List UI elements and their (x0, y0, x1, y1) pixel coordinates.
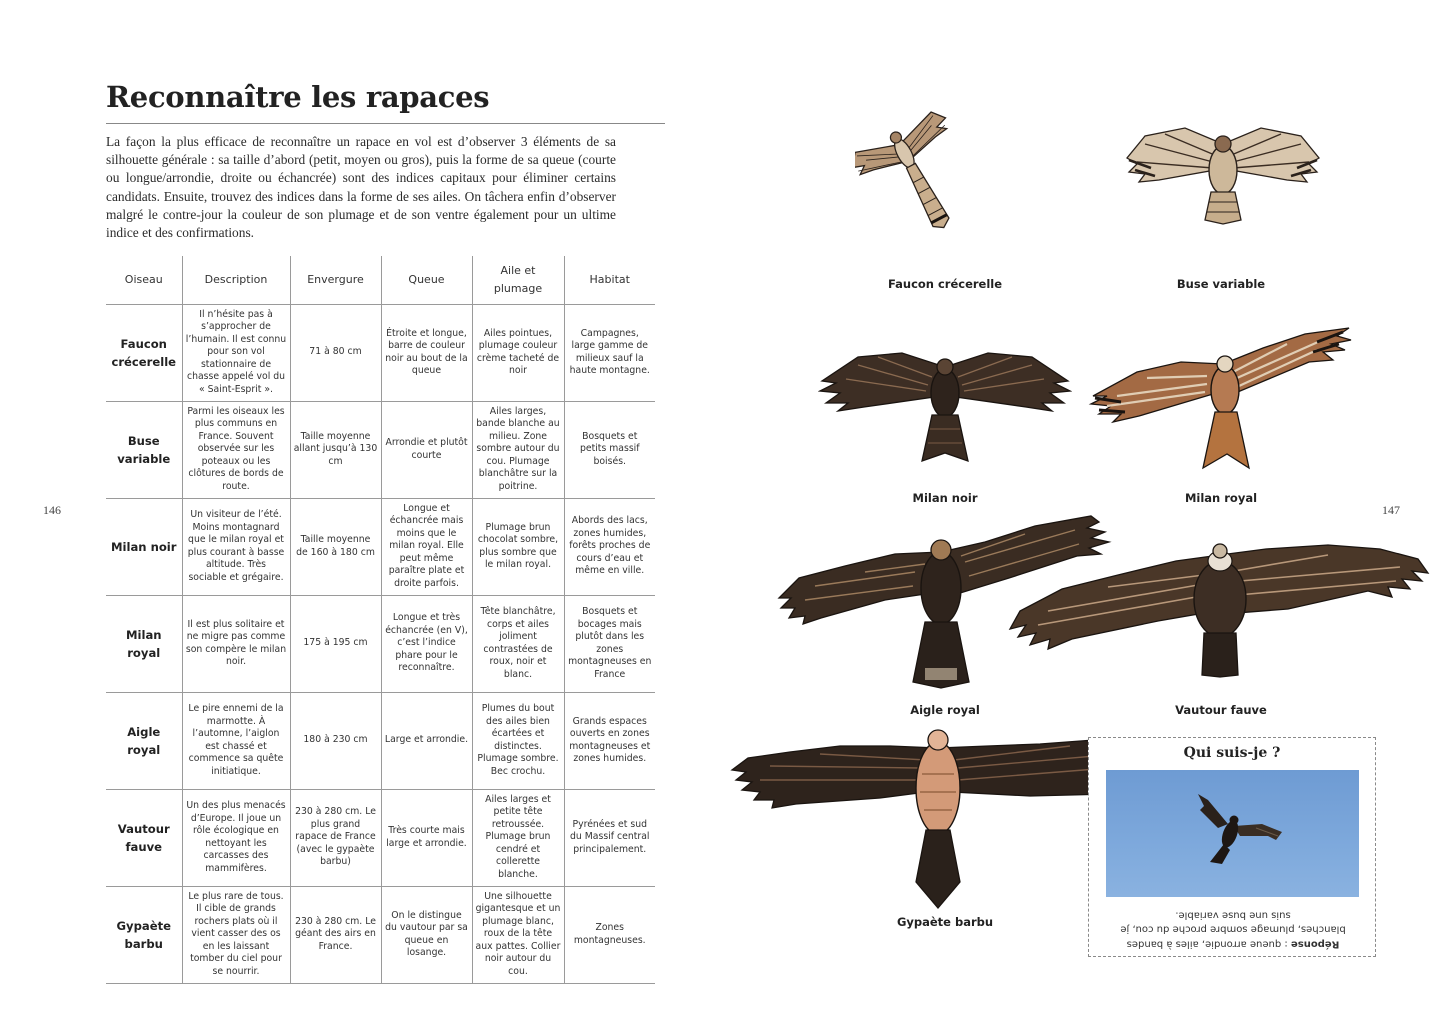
cell-habitat: Bosquets et bocages mais plutôt dans les zones montagneuses en France (564, 595, 655, 692)
cell-aile-plumage: Tête blanchâtre, corps et ailes joliment contrastées de roux, noir et blanc. (472, 595, 564, 692)
intro-paragraph: La façon la plus efficace de reconnaître un rapace en vol est d’observer 3 éléments de sa silhouette générale : sa taille d’abord (petit, moyen ou gros), puis la forme de sa queue (courte ou longue/arrondie, droite ou échancrée) sont des indices capitaux pour éliminer certains candidats. Ensuite, trouvez des indices dans la forme de ses ailes. On tâchera enfin d’observer malgré le contre-jour la couleur de son plumage et de son ventre également pour un ultime indice et des confirmations. (106, 134, 616, 241)
cell-habitat: Grands espaces ouverts en zones montagneuses et zones humides. (564, 692, 655, 789)
cell-habitat: Pyrénées et sud du Massif central principalement. (564, 789, 655, 886)
cell-bird: Milan noir (106, 498, 182, 595)
table-row (106, 498, 655, 595)
cell-queue: Longue et très échancrée (en V), c’est l’indice phare pour le reconnaître. (381, 595, 472, 692)
cell-envergure: 71 à 80 cm (290, 304, 381, 401)
cell-aile-plumage: Ailes larges, bande blanche au milieu. Zone sombre autour du cou. Plumage blanchâtre sur la poitrine. (472, 401, 564, 498)
header-description: Description (182, 256, 290, 304)
cell-description: Le pire ennemi de la marmotte. À l’automne, l’aiglon est chassé et commence sa quête initiatique. (182, 692, 290, 789)
milan-noir-illustration (818, 345, 1072, 467)
right-page-number: 147 (1382, 503, 1400, 517)
quiz-photo (1106, 770, 1359, 897)
label-vautour-fauve: Vautour fauve (1175, 703, 1267, 717)
header-queue: Queue (381, 256, 472, 304)
table-row (106, 304, 655, 401)
cell-queue: Très courte mais large et arrondie. (381, 789, 472, 886)
cell-envergure: Taille moyenne de 160 à 180 cm (290, 498, 381, 595)
cell-bird: Milan royal (106, 595, 182, 692)
table-row (106, 692, 655, 789)
cell-bird: Gypaète barbu (106, 886, 182, 983)
cell-queue: On le distingue du vautour par sa queue en losange. (381, 886, 472, 983)
milan-royal-illustration (1087, 322, 1353, 472)
header-aile-plumage: Aile et plumage (472, 256, 564, 304)
cell-aile-plumage: Plumage brun chocolat sombre, plus sombre que le milan royal. (472, 498, 564, 595)
faucon-crecerelle-illustration (855, 80, 965, 248)
cell-aile-plumage: Ailes pointues, plumage couleur crème tacheté de noir (472, 304, 564, 401)
quiz-title: Qui suis-je ? (1183, 745, 1281, 761)
header-habitat: Habitat (564, 256, 655, 304)
buse-variable-illustration (1125, 118, 1321, 226)
quiz-answer-text: : queue arrondie, ailes à bandes blanches, plumage sombre proche du cou, je suis une buse variable. (1120, 909, 1346, 950)
cell-description: Parmi les oiseaux les plus communs en France. Souvent observée sur les poteaux ou les clôtures de bords de route. (182, 401, 290, 498)
label-faucon-crecerelle: Faucon crécerelle (887, 277, 1003, 291)
header-envergure: Envergure (290, 256, 381, 304)
header-oiseau: Oiseau (106, 256, 182, 304)
label-aigle-royal: Aigle royal (910, 703, 980, 717)
label-buse-variable: Buse variable (1176, 277, 1266, 291)
cell-queue: Longue et échancrée mais moins que le milan royal. Elle peut même paraître plate et droite parfois. (381, 498, 472, 595)
cell-envergure: 230 à 280 cm. Le géant des airs en France. (290, 886, 381, 983)
cell-queue: Large et arrondie. (381, 692, 472, 789)
cell-queue: Étroite et longue, barre de couleur noir au bout de la queue (381, 304, 472, 401)
cell-envergure: 180 à 230 cm (290, 692, 381, 789)
cell-envergure: Taille moyenne allant jusqu’à 130 cm (290, 401, 381, 498)
cell-bird: Aigle royal (106, 692, 182, 789)
title-rule (106, 123, 665, 124)
cell-description: Il n’hésite pas à s’approcher de l’humain. Il est connu pour son vol stationnaire de chasse appelé vol du « Saint-Esprit ». (182, 304, 290, 401)
cell-habitat: Zones montagneuses. (564, 886, 655, 983)
cell-description: Un des plus menacés d’Europe. Il joue un rôle écologique en nettoyant les carcasses des mammifères. (182, 789, 290, 886)
table-row (106, 401, 655, 498)
label-milan-royal: Milan royal (1184, 491, 1258, 505)
label-milan-noir: Milan noir (912, 491, 978, 505)
cell-habitat: Bosquets et petits massif boisés. (564, 401, 655, 498)
cell-envergure: 230 à 280 cm. Le plus grand rapace de France (avec le gypaète barbu) (290, 789, 381, 886)
cell-description: Il est plus solitaire et ne migre pas comme son compère le milan noir. (182, 595, 290, 692)
cell-aile-plumage: Ailes larges et petite tête retroussée. Plumage brun cendré et collerette blanche. (472, 789, 564, 886)
quiz-bird-photo (1106, 770, 1359, 897)
cell-aile-plumage: Une silhouette gigantesque et un plumage blanc, roux de la tête aux pattes. Collier noir autour du cou. (472, 886, 564, 983)
cell-envergure: 175 à 195 cm (290, 595, 381, 692)
cell-habitat: Abords des lacs, zones humides, forêts proches de cours d’eau et même en ville. (564, 498, 655, 595)
quiz-answer-label: Réponse (1290, 938, 1340, 950)
page-title: Reconnaître les rapaces (106, 80, 490, 114)
quiz-answer (1117, 907, 1349, 951)
table-header-row (106, 256, 655, 304)
label-gypaete-barbu: Gypaète barbu (896, 915, 994, 929)
cell-queue: Arrondie et plutôt courte (381, 401, 472, 498)
quiz-box (1088, 737, 1376, 957)
vautour-fauve-illustration (1008, 525, 1432, 679)
table-row (106, 595, 655, 692)
raptor-table (106, 256, 655, 984)
cell-bird: Buse variable (106, 401, 182, 498)
cell-bird: Faucon crécerelle (106, 304, 182, 401)
cell-habitat: Campagnes, large gamme de milieux sauf la haute montagne. (564, 304, 655, 401)
table-row (106, 886, 655, 983)
left-page-number: 146 (43, 503, 61, 517)
cell-aile-plumage: Plumes du bout des ailes bien écartées et distinctes. Plumage sombre. Bec crochu. (472, 692, 564, 789)
cell-bird: Vautour fauve (106, 789, 182, 886)
table-row (106, 789, 655, 886)
cell-description: Le plus rare de tous. Il cible de grands rochers plats où il vient casser des os en les laissant tomber du ciel pour se nourrir. (182, 886, 290, 983)
cell-description: Un visiteur de l’été. Moins montagnard que le milan royal et plus courant à basse altitude. Très sociable et grégaire. (182, 498, 290, 595)
